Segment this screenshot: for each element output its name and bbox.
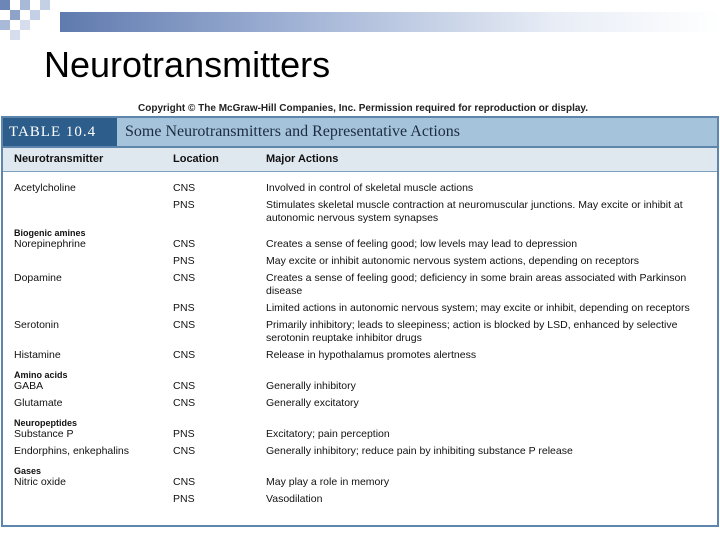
slide-title: Neurotransmitters [44,44,331,85]
cell-major-action: Generally inhibitory; reduce pain by inhibiting substance P release [266,445,573,457]
cell-major-action: Generally excitatory [266,397,359,409]
cell-major-action: May play a role in memory [266,476,390,488]
table-number: TABLE 10.4 [3,118,117,146]
cell-location: CNS [173,182,196,194]
table-caption: Some Neurotransmitters and Representative Actions [125,123,461,140]
cell-location: CNS [173,349,196,361]
cell-major-action: Creates a sense of feeling good; deficiency in some brain areas associated with Parkinson disease [266,272,687,297]
cell-neurotransmitter: Glutamate [14,397,63,409]
table-header-band [3,118,717,148]
cell-neurotransmitter: Acetylcholine [14,182,76,194]
cell-neurotransmitter: Serotonin [14,319,59,331]
cell-neurotransmitter: Nitric oxide [14,476,66,488]
group-heading: Gases [14,466,42,476]
cell-neurotransmitter: Substance P [14,428,74,440]
decorative-checker [0,0,60,40]
neurotransmitter-table [1,116,719,527]
cell-major-action: Generally inhibitory [266,380,356,392]
cell-neurotransmitter: GABA [14,380,44,392]
column-header-neurotransmitter: Neurotransmitter [14,153,104,165]
cell-location: CNS [173,319,196,331]
cell-major-action: Involved in control of skeletal muscle actions [266,182,474,194]
cell-neurotransmitter: Histamine [14,349,61,361]
group-heading: Amino acids [14,370,68,380]
cell-major-action: Primarily inhibitory; leads to sleepiness; action is blocked by LSD, enhanced by selective serotonin reuptake inhibitor drugs [266,319,678,344]
copyright-notice: Copyright © The McGraw-Hill Companies, Inc. Permission required for reproduction or display. [138,103,589,114]
cell-location: CNS [173,397,196,409]
cell-location: CNS [173,445,196,457]
cell-major-action: Excitatory; pain perception [266,428,390,440]
cell-location: PNS [173,428,195,440]
cell-location: PNS [173,199,195,211]
cell-neurotransmitter: Norepinephrine [14,238,86,250]
cell-neurotransmitter: Endorphins, enkephalins [14,445,129,457]
cell-location: PNS [173,255,195,267]
header-gradient-bar [60,12,720,32]
column-header-row [3,148,717,172]
cell-location: PNS [173,493,195,505]
group-heading: Neuropeptides [14,418,78,428]
cell-major-action: Stimulates skeletal muscle contraction at neuromuscular junctions. May excite or inhibit at autonomic nervous system synapses [266,199,683,224]
column-header-location: Location [173,153,219,165]
cell-major-action: Release in hypothalamus promotes alertness [266,349,477,361]
cell-neurotransmitter: Dopamine [14,272,62,284]
cell-location: CNS [173,238,196,250]
group-heading: Biogenic amines [14,228,86,238]
cell-major-action: Vasodilation [266,493,323,505]
cell-location: PNS [173,302,195,314]
cell-location: CNS [173,476,196,488]
cell-major-action: May excite or inhibit autonomic nervous system actions, depending on receptors [266,255,639,267]
cell-location: CNS [173,380,196,392]
cell-location: CNS [173,272,196,284]
column-header-major-actions: Major Actions [266,153,339,165]
cell-major-action: Creates a sense of feeling good; low levels may lead to depression [266,238,578,250]
cell-major-action: Limited actions in autonomic nervous system; may excite or inhibit, depending on receptors [266,302,690,314]
